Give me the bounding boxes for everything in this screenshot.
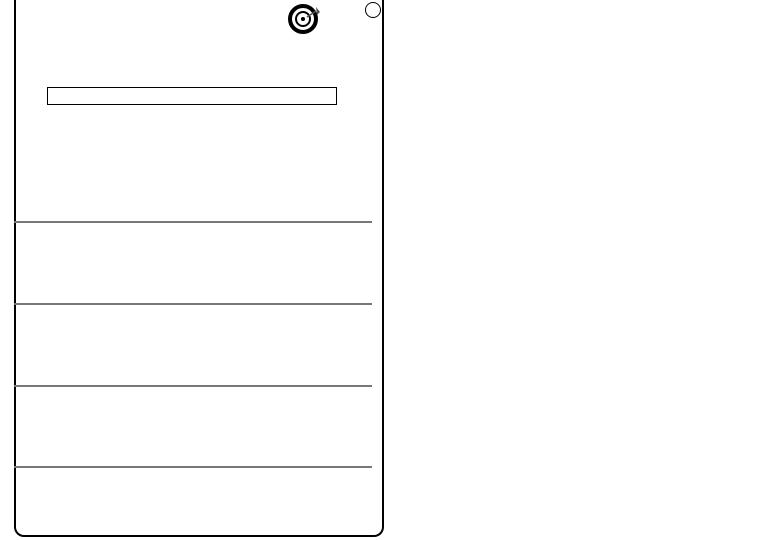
row-divider xyxy=(14,303,372,305)
page-number-badge xyxy=(365,2,381,18)
row-divider xyxy=(14,385,372,387)
scoring-rule-box xyxy=(47,87,337,105)
row-divider xyxy=(14,466,372,468)
row-divider xyxy=(14,221,372,223)
bullseye-dart-icon xyxy=(285,3,329,35)
worksheet xyxy=(14,0,384,537)
